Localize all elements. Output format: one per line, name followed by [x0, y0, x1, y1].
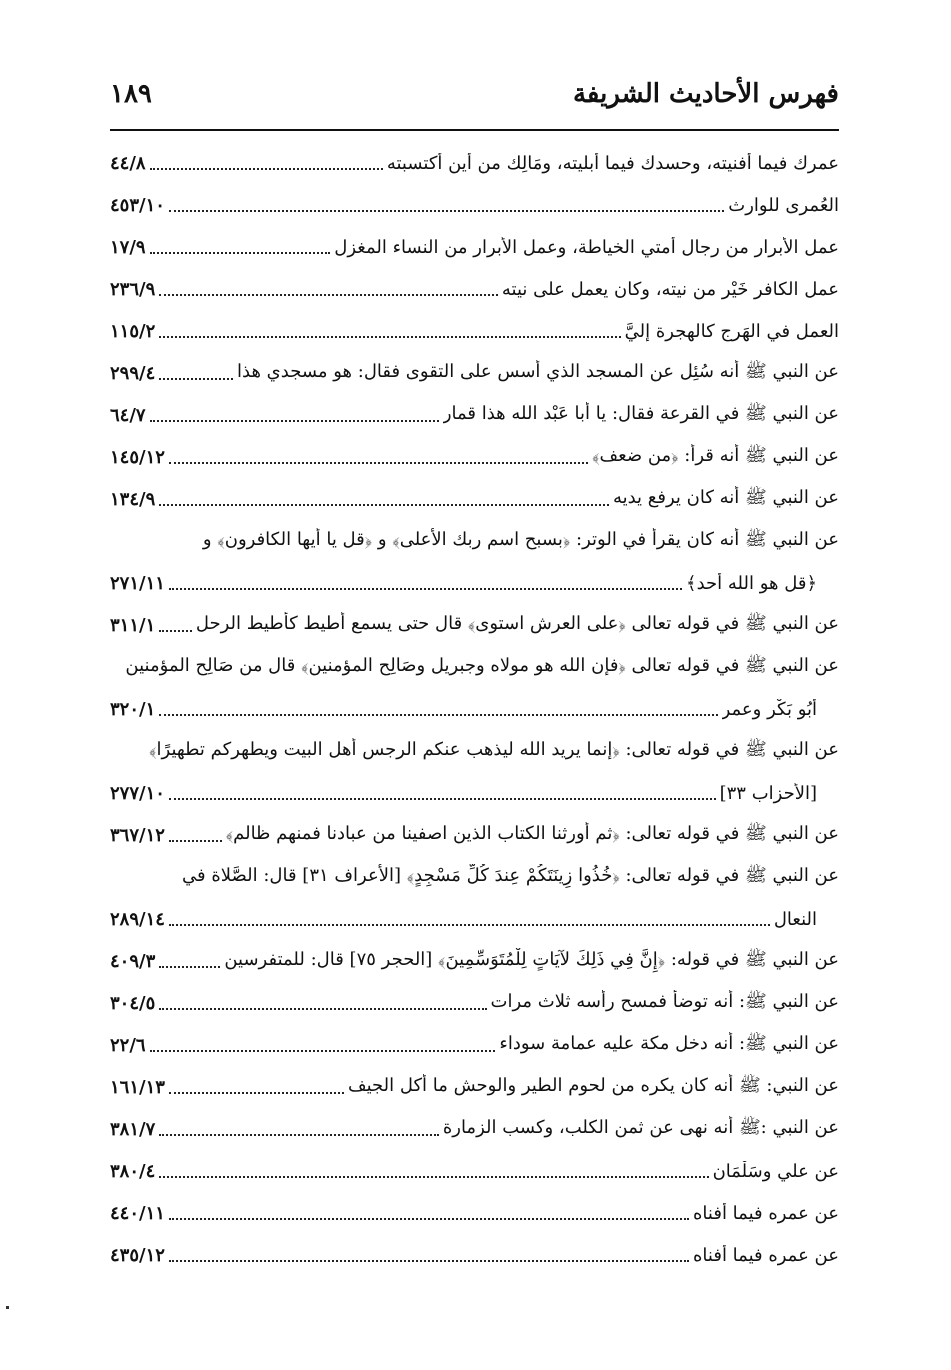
entry-text: عن النبي ﷺ في قوله تعالى ﴿على العرش استوى﴾ قال حتى يسمع أطيط كأطيط الرحل [195, 613, 839, 634]
hadith-index-list [110, 142, 839, 1276]
entry-reference: ٢٧١/١١ [110, 572, 165, 594]
index-entry [110, 1108, 839, 1150]
dot-leader [169, 1218, 689, 1220]
entry-text: [الأحزاب ٣٣] [719, 782, 817, 804]
entry-text: العُمرى للوارث [728, 194, 839, 216]
entry-reference: ٦٤/٧ [110, 404, 146, 426]
dot-leader [169, 588, 682, 590]
index-entry [110, 1192, 839, 1234]
index-entry [110, 394, 839, 436]
header-rule [110, 129, 839, 131]
entry-text: عن النبي ﷺ أنه سُئِل عن المسجد الذي أسس على التقوى فقال: هو مسجدي هذا [237, 361, 839, 382]
entry-reference: ٤٤/٨ [110, 152, 146, 174]
entry-reference: ٢٨٩/١٤ [110, 908, 165, 930]
entry-reference: ٤٠٩/٣ [110, 950, 156, 972]
index-entry [110, 352, 839, 394]
dot-leader [169, 798, 716, 800]
dot-leader [159, 714, 717, 716]
entry-reference: ١٤٥/١٢ [110, 446, 165, 468]
index-entry [110, 730, 839, 772]
entry-text: عن النبي ﷺ: أنه توضأ فمسح رأسه ثلاث مرات [490, 991, 839, 1012]
index-entry [110, 940, 839, 982]
entry-text: عن عمره فيما أفناه [693, 1202, 839, 1224]
index-entry [110, 142, 839, 184]
margin-speck [6, 1306, 9, 1309]
entry-reference: ٣١١/١ [110, 614, 156, 636]
page-number: ١٨٩ [110, 79, 152, 109]
entry-reference: ٢٣٦/٩ [110, 278, 156, 300]
index-entry [110, 898, 839, 940]
index-entry [110, 562, 839, 604]
entry-text: عمل الأبرار من رجال أمتي الخياطة، وعمل الأبرار من النساء المغزل [334, 236, 839, 258]
dot-leader [159, 378, 233, 380]
entry-reference: ١١٥/٢ [110, 320, 156, 342]
entry-text: عن عمره فيما أفناه [693, 1244, 839, 1266]
entry-reference: ٤٥٣/١٠ [110, 194, 165, 216]
entry-text: عمرك فيما أفنيته، وحسدك فيما أبليته، ومَالِك من أين أكتسبته [386, 152, 839, 174]
entry-text: عن النبي ﷺ في قوله: ﴿إِنَّ فِي ذَلِكَ لآيَاتٍ لِلْمُتَوَسِّمِينَ﴾ [الحجر ٧٥] قال: للمتفرسين [224, 949, 839, 970]
entry-text: عن النبي ﷺ في قوله تعالى ﴿فإن الله هو مولاه وجبريل وصَالِح المؤمنين﴾ قال من صَالِح المؤمنين [125, 655, 839, 676]
index-entry [110, 1234, 839, 1276]
index-entry [110, 1024, 839, 1066]
entry-text: العمل في الهَرجِ كالهجرة إليَّ [624, 320, 839, 342]
dot-leader [150, 168, 383, 170]
dot-leader [159, 1134, 439, 1136]
index-entry [110, 688, 839, 730]
index-entry [110, 1150, 839, 1192]
dot-leader [169, 1092, 344, 1094]
index-entry [110, 436, 839, 478]
entry-text: عن النبي: ﷺ أنه كان يكره من لحوم الطير والوحش ما أكل الجيف [347, 1075, 839, 1096]
entry-text: عن النبي ﷺ في القرعة فقال: يا أبا عَبْد الله هذا قمار [442, 403, 839, 424]
entry-text: عن النبي ﷺ في قوله تعالى: ﴿خُذُوا زِينَتَكُمْ عِندَ كُلِّ مَسْجِدٍ﴾ [الأعراف ٣١] قال: الصَّلاة في [182, 865, 839, 886]
entry-reference: ٣٨١/٧ [110, 1118, 156, 1140]
entry-reference: ٢٧٧/١٠ [110, 782, 165, 804]
entry-text: أبُو بَكْر وعمر [721, 698, 817, 720]
page-title: فهرس الأحاديث الشريفة [572, 79, 839, 109]
dot-leader [150, 252, 331, 254]
entry-text: عمل الكافر خَيْر من نيته، وكان يعمل على نيته [501, 278, 839, 300]
index-entry [110, 772, 839, 814]
index-entry [110, 310, 839, 352]
index-entry [110, 646, 839, 688]
dot-leader [150, 420, 439, 422]
entry-reference: ١٦١/١٣ [110, 1076, 165, 1098]
entry-reference: ١٧/٩ [110, 236, 146, 258]
entry-reference: ٣٢٠/١ [110, 698, 156, 720]
index-entry [110, 520, 839, 562]
dot-leader [169, 924, 770, 926]
entry-reference: ٢٢/٦ [110, 1034, 146, 1056]
dot-leader [169, 210, 724, 212]
entry-text: عن النبي ﷺ أنه كان يقرأ في الوتر: ﴿بسبح اسم ربك الأعلى﴾ و ﴿قل يا أيها الكافرون﴾ و [202, 529, 839, 550]
index-entry [110, 268, 839, 310]
entry-text: عن علي وسَلْمَان [712, 1160, 839, 1182]
index-entry [110, 184, 839, 226]
entry-text: عن النبي ﷺ في قوله تعالى: ﴿إنما يريد الله ليذهب عنكم الرجس أهل البيت ويطهركم تطهيرًا﴾ [149, 739, 839, 760]
index-entry [110, 226, 839, 268]
dot-leader [169, 1260, 689, 1262]
entry-text: عن النبي :ﷺ أنه نهى عن ثمن الكلب، وكسب الزمارة [442, 1117, 839, 1138]
entry-reference: ٣٨٠/٤ [110, 1160, 156, 1182]
dot-leader [159, 504, 609, 506]
entry-reference: ٤٣٥/١٢ [110, 1244, 165, 1266]
index-entry [110, 856, 839, 898]
entry-reference: ٣٠٤/٥ [110, 992, 156, 1014]
entry-text: ﴿قل هو الله أحد﴾ [686, 572, 817, 594]
entry-text: عن النبي ﷺ أنه قرأ: ﴿من ضعف﴾ [592, 445, 839, 466]
entry-reference: ١٣٤/٩ [110, 488, 156, 510]
dot-leader [159, 1176, 708, 1178]
dot-leader [150, 1050, 496, 1052]
dot-leader [159, 294, 498, 296]
index-entry [110, 478, 839, 520]
entry-text: عن النبي ﷺ: أنه دخل مكة عليه عمامة سوداء [499, 1033, 839, 1054]
dot-leader [159, 336, 620, 338]
dot-leader [159, 966, 220, 968]
entry-text: النعال [773, 908, 817, 930]
entry-reference: ٣٦٧/١٢ [110, 824, 165, 846]
entry-reference: ٤٤٠/١١ [110, 1202, 165, 1224]
dot-leader [169, 462, 588, 464]
index-entry [110, 982, 839, 1024]
index-entry [110, 814, 839, 856]
dot-leader [169, 840, 222, 842]
entry-reference: ٢٩٩/٤ [110, 362, 156, 384]
dot-leader [159, 1008, 486, 1010]
index-entry [110, 604, 839, 646]
dot-leader [159, 630, 192, 632]
entry-text: عن النبي ﷺ أنه كان يرفع يديه [612, 487, 839, 508]
page-header [110, 72, 839, 116]
index-entry [110, 1066, 839, 1108]
entry-text: عن النبي ﷺ في قوله تعالى: ﴿ثم أورثنا الكتاب الذين اصفينا من عبادنا فمنهم ظالم﴾ [225, 823, 839, 844]
